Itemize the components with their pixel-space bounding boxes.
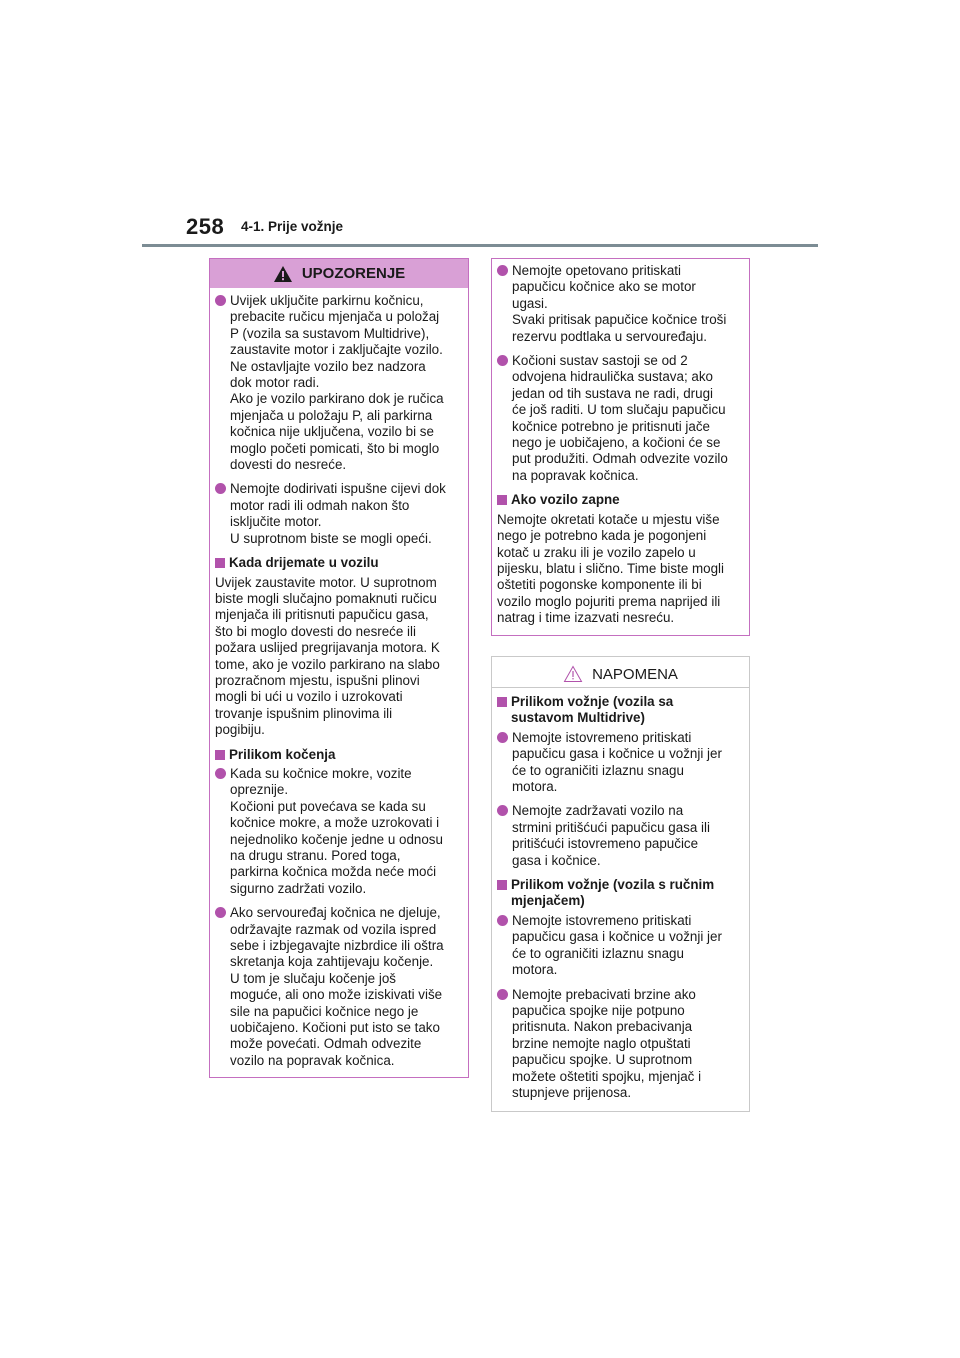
note-box-title: NAPOMENA: [592, 665, 678, 683]
bullet-text: Ako servouređaj kočnica ne djeluje, održavajte razmak od vozila ispred sebe i izbjegavajte nizbrdice ili oštra skretanja koja zahtijevaju kočenje. U tom je slučaju kočenje još moguće, ali ono može iziskivati više sile na papučici kočnice nego je uobičajeno. Kočioni put isto se tako može povećati. Odmah odvezite vozilo na popravak kočnica.: [230, 905, 444, 1068]
warning-box-continued-content: [492, 259, 749, 627]
caution-triangle-outline-icon: [563, 665, 583, 683]
bullet-text: Nemojte dodirivati ispušne cijevi dok motor radi ili odmah nakon što isključite motor. U suprotnom biste se mogli opeći.: [230, 481, 446, 546]
square-bullet-icon: [215, 558, 225, 568]
bullet-dot-icon: [497, 355, 508, 366]
warning-box-title: UPOZORENJE: [301, 265, 406, 282]
bullet-dot-icon: [215, 907, 226, 918]
section-title: 4-1. Prije vožnje: [241, 219, 344, 234]
paragraph: Uvijek zaustavite motor. U suprotnom biste mogli slučajno pomaknuti ručicu mjenjača ili pritisnuti papučicu gasa, što bi moglo dovesti do nesreće ili požara uslijed pregrijavanja motora. K tome, ako je vozilo parkirano na slabo prozračnom mjestu, ispušni plinovi mogli bi ući u vozilo i uzrokovati trovanje ispušnim plinovima ili pogibiju.: [215, 574, 440, 738]
bullet-text: Kada su kočnice mokre, vozite opreznije. Kočioni put povećava se kada su kočnice mokre, a može uzrokovati i nejednoliko kočenje jedne u odnosu na drugu stranu. Pored toga, parkirna kočnica možda neće moći sigurno zadržati vozilo.: [230, 765, 443, 896]
bullet-dot-icon: [497, 732, 508, 743]
subheading-text: Prilikom kočenja: [229, 746, 336, 762]
subheading: [215, 747, 461, 763]
note-box: [491, 656, 750, 1112]
warning-box-content: [210, 288, 468, 1069]
subheading-text: Ako vozilo zapne: [511, 492, 620, 508]
bullet-dot-icon: [497, 805, 508, 816]
note-box-content: [492, 688, 749, 1101]
bullet-item: [497, 803, 742, 869]
bullet-text: Uvijek uključite parkirnu kočnicu, prebacite ručicu mjenjača u položaj P (vozila sa sustavom Multidrive), zaustavite motor i zaključajte vozilo. Ne ostavljajte vozilo bez nadzora dok motor radi. Ako je vozilo parkirano dok je ručica mjenjača u položaju P, ali parkirna kočnica nije uključena, vozilo bi se moglo početi pomicati, što bi moglo dovesti do nesreće.: [230, 293, 444, 473]
bullet-text: Kočioni sustav sastoji se od 2 odvojena hidraulička sustava; ako jedan od tih sustava ne radi, drugi će još raditi. U tom slučaju papučicu kočnice potrebno je pritisnuti jače nego je uobičajeno, a kočioni će se put produžiti. Odmah odvezite vozilo na popravak kočnica.: [512, 353, 728, 483]
bullet-item: [215, 905, 461, 1069]
square-bullet-icon: [215, 750, 225, 760]
bullet-text: Nemojte istovremeno pritiskati papučicu gasa i kočnice u vožnji jer će to ograničiti izlaznu snagu motora.: [512, 729, 722, 795]
warning-box-continued: [491, 258, 750, 636]
bullet-dot-icon: [497, 989, 508, 1000]
subheading: [497, 492, 742, 508]
bullet-item: [497, 730, 742, 796]
bullet-item: [497, 913, 742, 979]
bullet-item: [215, 293, 461, 473]
bullet-item: [497, 353, 742, 484]
bullet-item: [215, 481, 461, 547]
bullet-item: [215, 766, 461, 897]
square-bullet-icon: [497, 880, 507, 890]
subheading: [215, 555, 461, 571]
warning-box-header: [210, 259, 468, 288]
warning-triangle-icon: [273, 265, 293, 283]
subheading-text: Prilikom vožnje (vozila s ručnim mjenjačem): [511, 877, 715, 909]
bullet-text: Nemojte opetovano pritiskati papučicu kočnice ako se motor ugasi. Svaki pritisak papučice kočnice troši rezervu podtlaka u servouređaju.: [512, 263, 727, 344]
square-bullet-icon: [497, 697, 507, 707]
warning-box: [209, 258, 469, 1078]
bullet-text: Nemojte zadržavati vozilo na strmini pritišćući papučicu gasa ili pritišćući istovremeno papučice gasa i kočnice.: [512, 803, 710, 868]
bullet-text: Nemojte prebacivati brzine ako papučica spojke nije potpuno pritisnuta. Nakon prebacivanja brzine nemojte naglo otpuštati papučicu spojke. U suprotnom možete oštetiti spojku, mjenjač i stupnjeve prijenosa.: [512, 986, 702, 1100]
bullet-dot-icon: [497, 265, 508, 276]
bullet-dot-icon: [497, 915, 508, 926]
header-rule: [142, 244, 818, 247]
page-number: 258: [186, 214, 225, 239]
bullet-text: Nemojte istovremeno pritiskati papučicu gasa i kočnice u vožnji jer će to ograničiti izlaznu snagu motora.: [512, 912, 722, 978]
subheading: [497, 694, 742, 727]
subheading-text: Kada drijemate u vozilu: [229, 555, 379, 571]
bullet-dot-icon: [215, 768, 226, 779]
bullet-dot-icon: [215, 295, 226, 306]
bullet-item: [497, 263, 742, 345]
subheading-text: Prilikom vožnje (vozila sa sustavom Multidrive): [511, 694, 674, 726]
bullet-item: [497, 987, 742, 1102]
note-box-header: [492, 657, 749, 688]
bullet-dot-icon: [215, 483, 226, 494]
subheading: [497, 877, 742, 910]
paragraph: Nemojte okretati kotače u mjestu više nego je potrebno kada je pogonjeni kotač u zraku ili je vozilo zapelo u pijesku, blatu i slično. Time biste mogli oštetiti pogonske komponente ili bi vozilo moglo pojuriti prema naprijed ili natrag i time izazvati nesreću.: [497, 511, 724, 626]
square-bullet-icon: [497, 495, 507, 505]
